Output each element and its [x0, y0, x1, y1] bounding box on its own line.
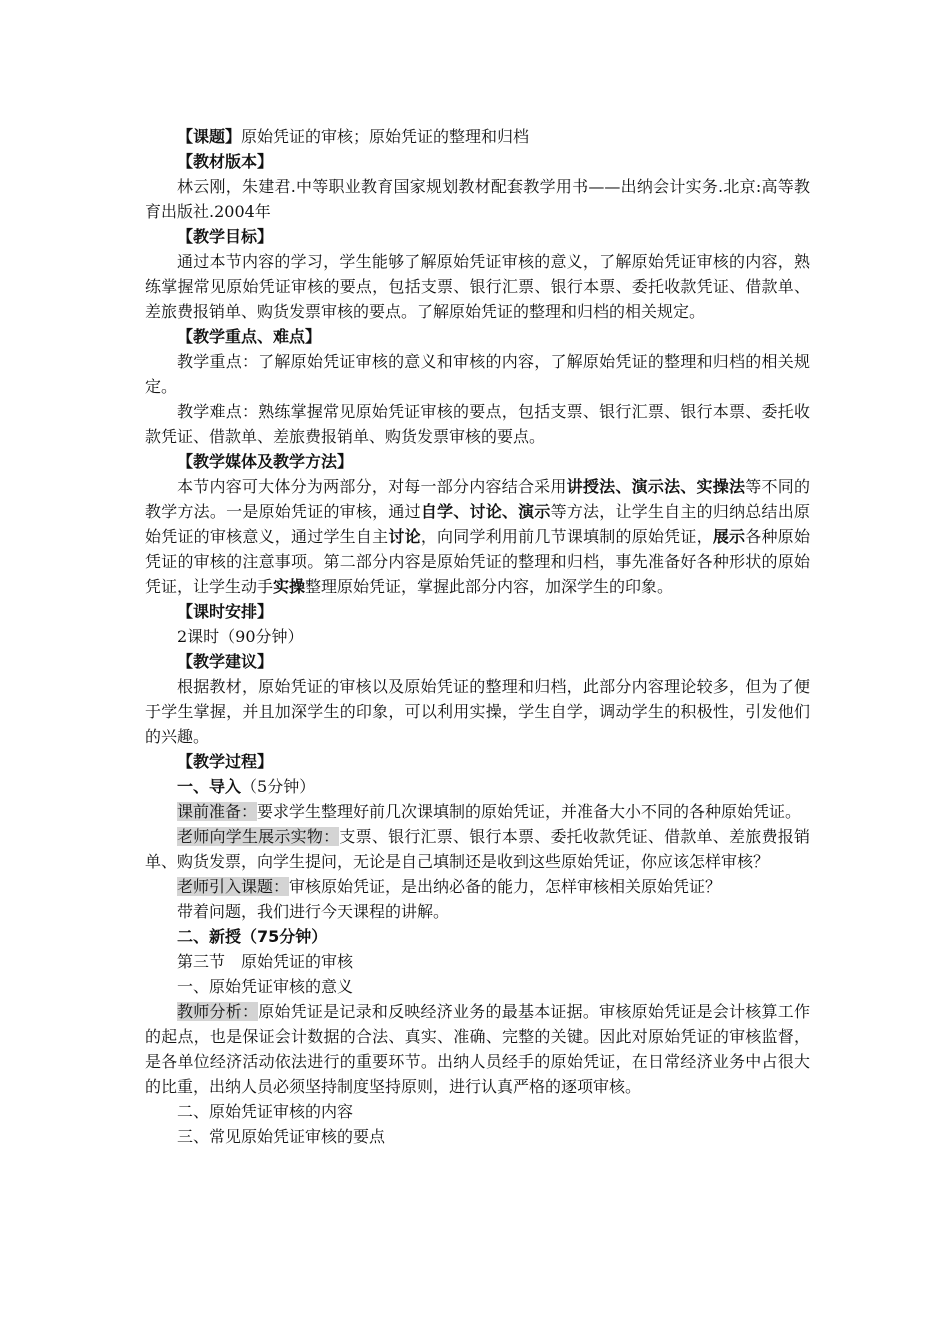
key-text: 教学重点：了解原始凭证审核的意义和审核的内容，了解原始凭证的整理和归档的相关规定。 [145, 352, 810, 396]
process-heading: 【教学过程】 [177, 752, 274, 771]
difficult-text: 教学难点：熟练掌握常见原始凭证审核的要点，包括支票、银行汇票、银行本票、委托收款凭证、借款单、差旅费报销单、购货发票审核的要点。 [145, 402, 810, 446]
advice-heading: 【教学建议】 [177, 652, 274, 671]
textbook-heading: 【教材版本】 [177, 152, 274, 171]
subheading-3: 三、常见原始凭证审核的要点 [177, 1127, 386, 1146]
bring-paragraph: 带着问题，我们进行今天课程的讲解。 [177, 902, 450, 921]
goals-heading: 【教学目标】 [177, 227, 274, 246]
hours-heading: 【课时安排】 [177, 602, 274, 621]
section-title: 第三节 原始凭证的审核 [177, 952, 354, 971]
document-page [145, 124, 810, 1149]
advice-text: 根据教材，原始凭证的审核以及原始凭证的整理和归档，此部分内容理论较多，但为了便于学生掌握，并且加深学生的印象，可以利用实操，学生自学，调动学生的积极性，引发他们的兴趣。 [145, 677, 810, 746]
subheading-1: 一、原始凭证审核的意义 [177, 977, 354, 996]
hours-text: 2课时（90分钟） [177, 627, 304, 646]
intro-heading: 一、导入（5分钟） [177, 777, 316, 796]
lead-paragraph: 老师引入课题：审核原始凭证，是出纳必备的能力，怎样审核相关原始凭证？ [177, 877, 722, 896]
media-heading: 【教学媒体及教学方法】 [177, 452, 354, 471]
analysis-paragraph: 教师分析：原始凭证是记录和反映经济业务的最基本证据。审核原始凭证是会计核算工作的起点，也是保证会计数据的合法、真实、准确、完整的关键。因此对原始凭证的审核监督，是各单位经济活动依法进行的重要环节。出纳人员经手的原始凭证，在日常经济业务中占很大的比重，出纳人员必须坚持制度坚持原则，进行认真严格的逐项审核。 [145, 1002, 810, 1096]
goals-text: 通过本节内容的学习，学生能够了解原始凭证审核的意义，了解原始凭证审核的内容，熟练掌握常见原始凭证审核的要点，包括支票、银行汇票、银行本票、委托收款凭证、借款单、差旅费报销单、购货发票审核的要点。了解原始凭证的整理和归档的相关规定。 [145, 252, 810, 321]
new-heading: 二、新授（75分钟） [177, 927, 328, 946]
subheading-2: 二、原始凭证审核的内容 [177, 1102, 354, 1121]
prep-paragraph: 课前准备：要求学生整理好前几次课填制的原始凭证，并准备大小不同的各种原始凭证。 [177, 802, 802, 821]
key-heading: 【教学重点、难点】 [177, 327, 322, 346]
media-text: 本节内容可大体分为两部分，对每一部分内容结合采用讲授法、演示法、实操法等不同的教学方法。一是原始凭证的审核，通过自学、讨论、演示等方法，让学生自主的归纳总结出原始凭证的审核意义，通过学生自主讨论，向同学利用前几节课填制的原始凭证，展示各种原始凭证的审核的注意事项。第二部分内容是原始凭证的整理和归档，事先准备好各种形状的原始凭证，让学生动手实操整理原始凭证，掌握此部分内容，加深学生的印象。 [145, 477, 810, 596]
textbook-text: 林云刚，朱建君.中等职业教育国家规划教材配套教学用书——出纳会计实务.北京:高等教育出版社.2004年 [145, 177, 810, 221]
lesson-title: 【课题】原始凭证的审核；原始凭证的整理和归档 [177, 127, 530, 146]
show-paragraph: 老师向学生展示实物：支票、银行汇票、银行本票、委托收款凭证、借款单、差旅费报销单、购货发票，向学生提问，无论是自己填制还是收到这些原始凭证，你应该怎样审核？ [145, 827, 810, 871]
